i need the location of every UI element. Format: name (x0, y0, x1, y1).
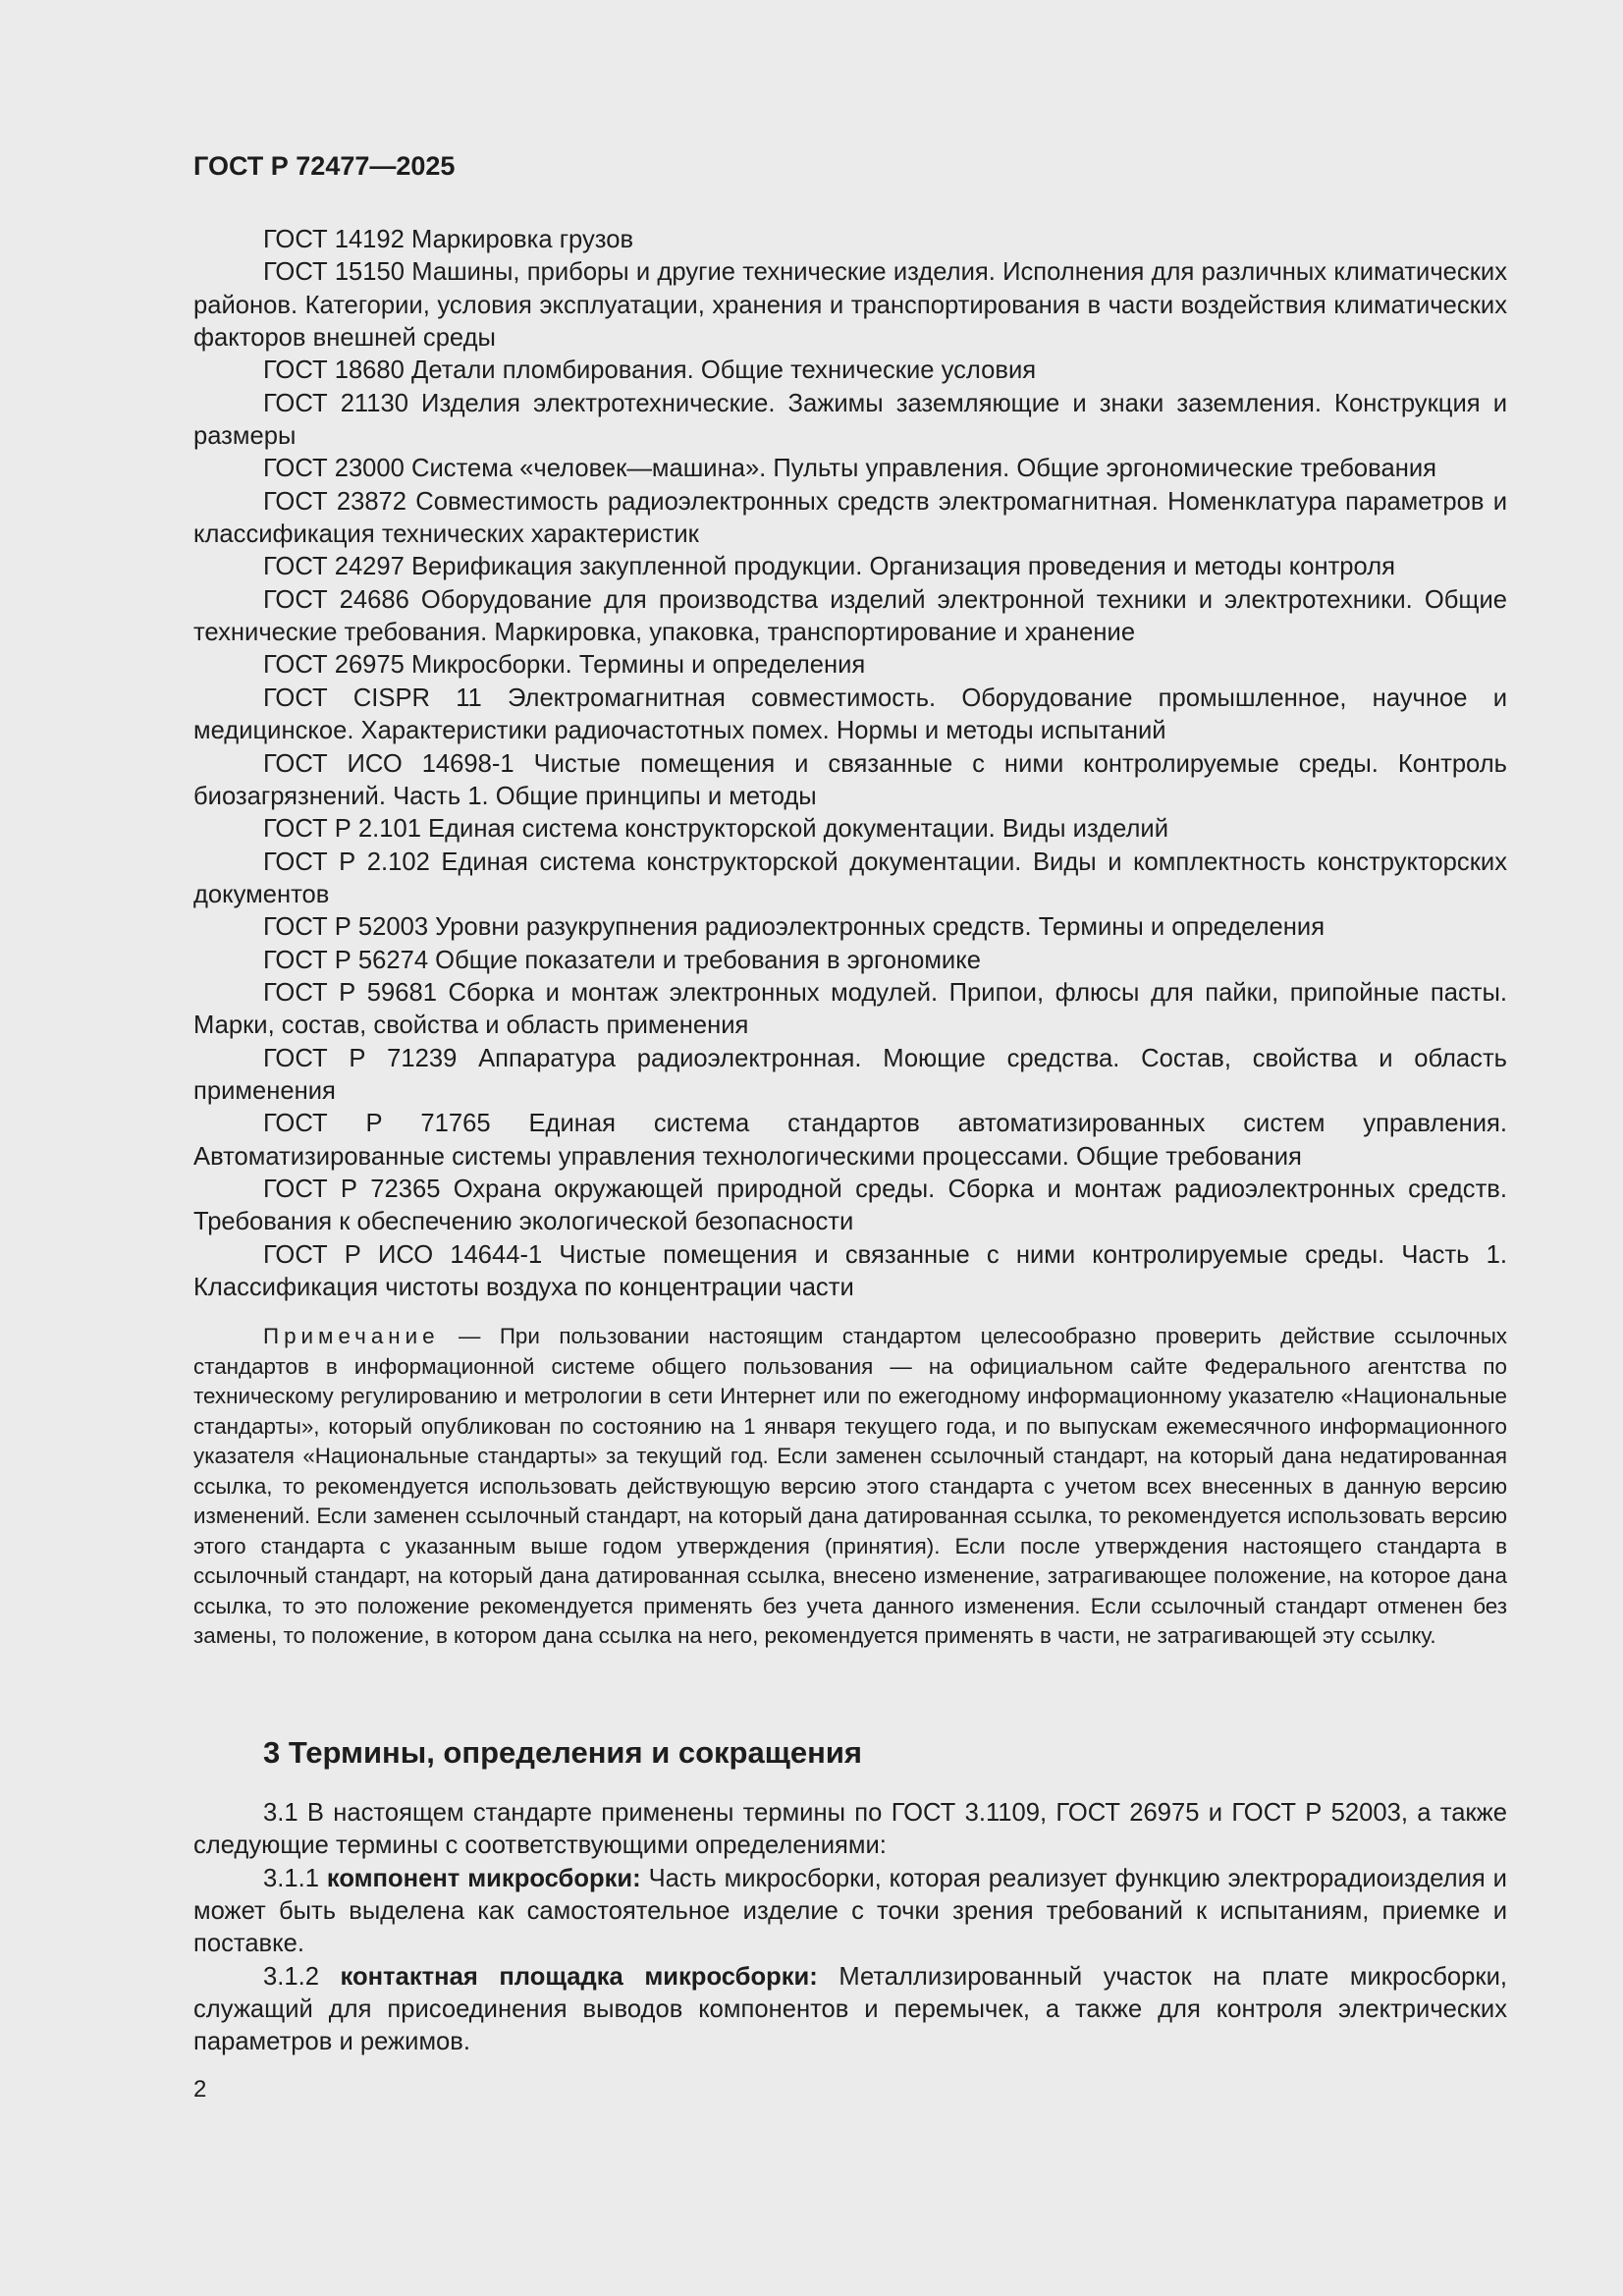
term-definition-text: Часть микросборки, которая реализует функцию электрорадиоизделия и может быть выделена как самостоятельное изделие с точки зрения требований к испытаниям, приемке и поставке. (193, 1864, 1507, 1958)
reference-item: ГОСТ 21130 Изделия электротехнические. Зажимы заземляющие и знаки заземления. Конструкция и размеры (193, 389, 1507, 451)
reference-item: ГОСТ Р 52003 Уровни разукрупнения радиоэлектронных средств. Термины и определения (263, 913, 1325, 942)
note-text: — При пользовании настоящим стандартом целесообразно проверить действие ссылочных стандартов в информационной системе общего пользования — на официальном сайте Федерального агентства по техническому регулированию и метрологии в сети Интернет или по ежегодному информационному указателю «Национальные стандарты», который опубликован по состоянию на 1 января текущего года, и по выпускам ежемесячного информационного указателя «Национальные стандарты» за текущий год. Если заменен ссылочный стандарт, на который дана недатированная ссылка, то рекомендуется использовать действующую версию этого стандарта с учетом всех внесенных в данную версию изменений. Если заменен ссылочный стандарт, на который дана датированная ссылка, то рекомендуется использовать версию этого стандарта с указанным выше годом утверждения (принятия). Если после утверждения настоящего стандарта в ссылочный стандарт, на который дана датированная ссылка, внесено изменение, затрагивающее положение, на которое дана ссылка, то это положение рекомендуется применять без учета данного изменения. Если ссылочный стандарт отменен без замены, то положение, в котором дана ссылка на него, рекомендуется применять в части, не затрагивающей эту ссылку. (193, 1324, 1507, 1648)
term-number: 3.1.2 (263, 1962, 341, 1991)
term-definition (193, 1961, 1507, 2059)
reference-item: ГОСТ 24686 Оборудование для производства изделий электронной техники и электротехники. Общие технические требования. Маркировка, упаковка, транспортирование и хранение (193, 585, 1507, 647)
clause-3-1: 3.1 В настоящем стандарте применены термины по ГОСТ 3.1109, ГОСТ 26975 и ГОСТ Р 52003, а также следующие термины с соответствующими определениями: (193, 1799, 1507, 1860)
term-number: 3.1.1 (263, 1864, 327, 1892)
reference-item: ГОСТ Р 56274 Общие показатели и требования в эргономике (263, 946, 981, 974)
reference-item: ГОСТ 14192 Маркировка грузов (263, 226, 634, 253)
reference-item: ГОСТ Р 2.102 Единая система конструкторской документации. Виды и комплектность конструкторских документов (193, 847, 1507, 908)
terms-section-body (193, 1797, 1507, 2059)
term-name: компонент микросборки: (326, 1864, 641, 1892)
reference-item: ГОСТ 26975 Микросборки. Термины и определения (263, 651, 866, 680)
reference-item: ГОСТ CISPR 11 Электромагнитная совместимость. Оборудование промышленное, научное и медицинское. Характеристики радиочастотных помех. Нормы и методы испытаний (193, 683, 1507, 745)
term-definition-text: Металлизированный участок на плате микросборки, служащий для присоединения выводов компонентов и перемычек, а также для контроля электрических параметров и режимов. (193, 1962, 1507, 2056)
reference-item: ГОСТ ИСО 14698-1 Чистые помещения и связанные с ними контролируемые среды. Контроль биозагрязнений. Часть 1. Общие принципы и методы (193, 749, 1507, 810)
reference-item: ГОСТ Р 59681 Сборка и монтаж электронных модулей. Припои, флюсы для пайки, припойные пасты. Марки, состав, свойства и область применения (193, 978, 1507, 1040)
reference-item: ГОСТ 24297 Верификация закупленной продукции. Организация проведения и методы контроля (263, 553, 1396, 581)
reference-item: ГОСТ 15150 Машины, приборы и другие технические изделия. Исполнения для различных климатических районов. Категории, условия эксплуатации, хранения и транспортирования в части воздействия климатических факторов внешней среды (193, 258, 1507, 353)
normative-references-list (193, 224, 1507, 1304)
reference-item: ГОСТ 23872 Совместимость радиоэлектронных средств электромагнитная. Номенклатура параметров и классификация технических характеристик (193, 487, 1507, 549)
reference-item: ГОСТ 18680 Детали пломбирования. Общие технические условия (263, 356, 1037, 385)
note-label: Примечание (263, 1324, 440, 1348)
term-name: контактная площадка микросборки: (340, 1962, 818, 1991)
section-title: 3 Термины, определения и сокращения (263, 1735, 862, 1770)
page-number: 2 (193, 2076, 207, 2103)
reference-item: ГОСТ Р 71765 Единая система стандартов автоматизированных систем управления. Автоматизированные системы управления технологическими процессами. Общие требования (193, 1110, 1507, 1171)
reference-item: ГОСТ Р ИСО 14644-1 Чистые помещения и связанные с ними контролируемые среды. Часть 1. Классификация чистоты воздуха по концентрации части (193, 1240, 1507, 1301)
reference-item: ГОСТ Р 72365 Охрана окружающей природной среды. Сборка и монтаж радиоэлектронных средств. Требования к обеспечению экологической безопасности (193, 1175, 1507, 1236)
document-number-header: ГОСТ Р 72477—2025 (193, 151, 456, 181)
reference-item: ГОСТ 23000 Система «человек—машина». Пульты управления. Общие эргономические требования (263, 455, 1436, 483)
reference-item: ГОСТ Р 71239 Аппаратура радиоэлектронная. Моющие средства. Состав, свойства и область применения (193, 1044, 1507, 1105)
term-definition (193, 1863, 1507, 1961)
note-paragraph (193, 1322, 1507, 1652)
reference-item: ГОСТ Р 2.101 Единая система конструкторской документации. Виды изделий (263, 815, 1168, 844)
